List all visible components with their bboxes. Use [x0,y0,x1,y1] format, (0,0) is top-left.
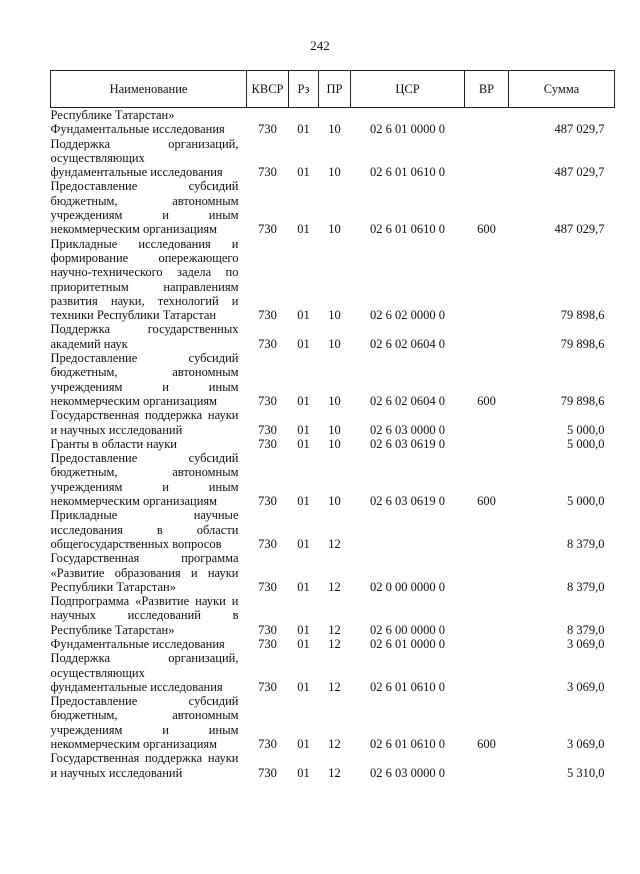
cell-sum: 8 379,0 [567,622,605,637]
cell-sum: 3 069,0 [567,636,605,651]
cell-csr: 02 6 02 0604 0 [370,336,445,351]
cell-rz: 01 [297,165,310,180]
cell-vr [465,108,509,123]
cell-kvsr [247,108,289,123]
cell-sum: 5 310,0 [567,765,605,780]
cell-csr: 02 6 01 0000 0 [370,636,445,651]
cell-kvsr: 730 [258,765,277,780]
cell-name: Республике Татарстан» [50,108,175,122]
cell-rz: 01 [297,622,310,637]
cell-sum: 8 379,0 [567,579,605,594]
cell-sum: 79 898,6 [560,308,605,323]
cell-name: Предоставление субсидий бюджетным, автономным учреждениям и иным некоммерческим организациям [50,451,239,509]
cell-vr [465,408,509,437]
cell-name: Фундаментальные исследования [50,636,225,651]
cell-vr [465,237,509,323]
cell-name: Государственная поддержка науки и научных исследований [50,751,239,780]
cell-sum: 5 000,0 [567,436,605,451]
cell-csr [351,108,465,123]
cell-csr: 02 6 01 0610 0 [370,737,445,752]
cell-rz: 01 [297,436,310,451]
cell-vr [465,322,509,351]
table-body [51,108,615,780]
cell-csr: 02 0 00 0000 0 [370,579,445,594]
cell-kvsr: 730 [258,436,277,451]
cell-kvsr: 730 [258,422,277,437]
table-row [51,179,615,236]
table-row [51,437,615,451]
cell-kvsr: 730 [258,165,277,180]
cell-sum: 79 898,6 [560,336,605,351]
table-row [51,451,615,508]
cell-name: Прикладные научные исследования в области общегосударственных вопросов [50,508,239,551]
table-row [51,351,615,408]
cell-csr: 02 6 02 0000 0 [370,308,445,323]
cell-name: Предоставление субсидий бюджетным, автономным учреждениям и иным некоммерческим организациям [50,694,239,752]
cell-sum: 3 069,0 [567,737,605,752]
cell-name: Предоставление субсидий бюджетным, автономным учреждениям и иным некоммерческим организациям [50,351,239,408]
cell-name: Государственная программа «Развитие образования и науки Республики Татарстан» [50,551,239,594]
cell-kvsr: 730 [258,636,277,651]
cell-csr: 02 6 03 0000 0 [370,422,445,437]
column-header-name: Наименование [51,71,247,108]
cell-sum: 5 000,0 [567,494,605,509]
cell-rz: 01 [297,737,310,752]
cell-csr [351,508,465,551]
cell-rz: 01 [297,765,310,780]
cell-name: Фундаментальные исследования [50,122,225,137]
cell-kvsr: 730 [258,494,277,509]
cell-csr: 02 6 01 0610 0 [370,165,445,180]
cell-vr: 600 [477,222,496,237]
cell-sum: 5 000,0 [567,422,605,437]
cell-kvsr: 730 [258,579,277,594]
cell-rz: 01 [297,222,310,237]
cell-csr: 02 6 00 0000 0 [370,622,445,637]
cell-rz: 01 [297,636,310,651]
cell-csr: 02 6 03 0619 0 [370,436,445,451]
cell-kvsr: 730 [258,122,277,137]
cell-vr [465,551,509,594]
column-header-vr: ВР [465,71,509,108]
cell-rz: 01 [297,393,310,408]
cell-rz: 01 [297,336,310,351]
cell-name: Поддержка организаций, осуществляющих фундаментальные исследования [50,136,239,180]
table-row [51,137,615,180]
cell-sum [509,108,615,123]
cell-kvsr: 730 [258,622,277,637]
cell-pr: 10 [328,422,341,437]
table-row [51,237,615,323]
cell-kvsr: 730 [258,308,277,323]
cell-name: Государственная поддержка науки и научных исследований [50,408,239,437]
cell-name: Гранты в области науки [50,436,177,451]
cell-name: Подпрограмма «Развитие науки и научных исследований в Республике Татарстан» [50,594,239,637]
cell-sum: 8 379,0 [567,536,605,551]
cell-rz: 01 [297,536,310,551]
cell-kvsr: 730 [258,737,277,752]
cell-csr: 02 6 01 0000 0 [370,122,445,137]
cell-name: Предоставление субсидий бюджетным, автономным учреждениям и иным некоммерческим организациям [50,179,239,237]
cell-vr [465,508,509,551]
cell-pr: 12 [328,622,341,637]
cell-vr: 600 [477,494,496,509]
cell-pr: 10 [328,222,341,237]
cell-sum: 487 029,7 [554,122,605,137]
table-row [51,551,615,594]
cell-kvsr: 730 [258,336,277,351]
cell-csr: 02 6 01 0610 0 [370,679,445,694]
table-row [51,637,615,651]
cell-rz [289,108,319,123]
cell-pr: 12 [328,737,341,752]
cell-pr: 10 [328,336,341,351]
cell-kvsr: 730 [258,679,277,694]
cell-pr: 10 [328,308,341,323]
column-header-kvsr: КВСР [247,71,289,108]
cell-pr [319,108,351,123]
cell-pr: 12 [328,636,341,651]
cell-csr: 02 6 03 0000 0 [370,765,445,780]
table-row [51,108,615,123]
cell-vr [465,651,509,694]
cell-sum: 79 898,6 [560,393,605,408]
cell-rz: 01 [297,122,310,137]
cell-pr: 10 [328,436,341,451]
column-header-rz: Рз [289,71,319,108]
cell-pr: 10 [328,122,341,137]
cell-pr: 10 [328,393,341,408]
cell-pr: 12 [328,579,341,594]
table-row [51,694,615,751]
cell-kvsr: 730 [258,536,277,551]
cell-vr [465,122,509,136]
column-header-pr: ПР [319,71,351,108]
cell-vr: 600 [477,393,496,408]
cell-csr: 02 6 01 0610 0 [370,222,445,237]
cell-rz: 01 [297,679,310,694]
column-header-csr: ЦСР [351,71,465,108]
cell-sum: 487 029,7 [554,222,605,237]
cell-sum: 487 029,7 [554,165,605,180]
cell-pr: 12 [328,679,341,694]
cell-vr [465,751,509,780]
table-row [51,322,615,351]
cell-kvsr: 730 [258,222,277,237]
cell-csr: 02 6 03 0619 0 [370,494,445,509]
cell-name: Поддержка организаций, осуществляющих фундаментальные исследования [50,651,239,694]
cell-pr: 10 [328,494,341,509]
cell-vr [465,594,509,637]
cell-pr: 12 [328,536,341,551]
cell-rz: 01 [297,422,310,437]
cell-vr: 600 [477,737,496,752]
cell-vr [465,437,509,451]
table-row [51,651,615,694]
cell-rz: 01 [297,579,310,594]
table-row [51,122,615,136]
cell-rz: 01 [297,308,310,323]
column-header-sum: Сумма [509,71,615,108]
cell-csr: 02 6 02 0604 0 [370,393,445,408]
cell-vr [465,637,509,651]
page-number: 242 [310,38,330,53]
cell-name: Поддержка государственных академий наук [50,322,239,351]
cell-rz: 01 [297,494,310,509]
table-row [51,508,615,551]
cell-sum: 3 069,0 [567,679,605,694]
cell-kvsr: 730 [258,393,277,408]
cell-pr: 10 [328,165,341,180]
table-row [51,594,615,637]
budget-table [50,70,615,780]
cell-name: Прикладные исследования и формирование опережающего научно-технического задела по приоритетным направлениям развития науки, технологий и техники Республики Татарстан [50,236,239,323]
table-row [51,751,615,780]
cell-pr: 12 [328,765,341,780]
table-header [51,71,615,108]
cell-vr [465,137,509,180]
table-row [51,408,615,437]
